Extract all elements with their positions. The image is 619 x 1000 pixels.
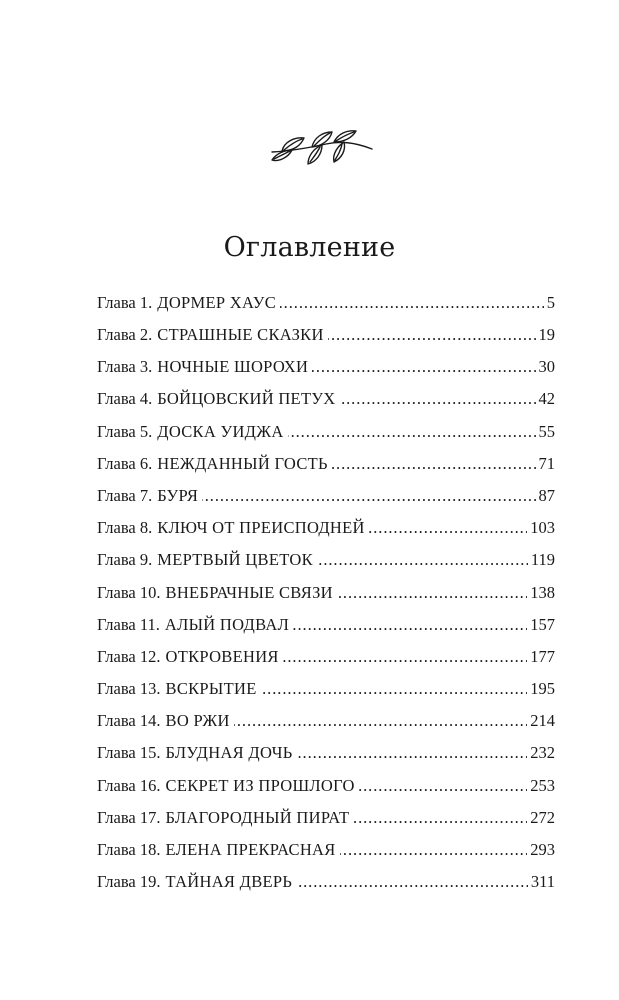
- page-number: 71: [538, 453, 555, 473]
- toc-entry[interactable]: [97, 287, 555, 319]
- toc-entry[interactable]: [97, 319, 555, 351]
- chapter-number: Глава 6.: [97, 453, 153, 473]
- chapter-title: СТРАШНЫЕ СКАЗКИ: [157, 325, 324, 345]
- page-number: 19: [538, 325, 555, 345]
- toc-entry[interactable]: [97, 770, 555, 802]
- chapter-title: БЛАГОРОДНЫЙ ПИРАТ: [165, 807, 350, 827]
- toc-entry[interactable]: [97, 673, 555, 705]
- dot-leader: [340, 391, 536, 408]
- page-number: 138: [530, 582, 555, 602]
- chapter-number: Глава 3.: [97, 357, 153, 377]
- chapter-title: НЕЖДАННЫЙ ГОСТЬ: [157, 453, 328, 473]
- chapter-title: ДОСКА УИДЖА: [157, 421, 284, 441]
- chapter-title: ОТКРОВЕНИЯ: [165, 646, 279, 666]
- toc-entry[interactable]: [97, 351, 555, 383]
- chapter-number: Глава 10.: [97, 582, 161, 602]
- dot-leader: [317, 552, 528, 569]
- toc-entry[interactable]: [97, 834, 555, 866]
- chapter-number: Глава 19.: [97, 872, 161, 892]
- dot-leader: [332, 456, 536, 473]
- page-number: 232: [530, 743, 555, 763]
- dot-leader: [312, 359, 535, 376]
- toc-entry[interactable]: [97, 577, 555, 609]
- toc-entry[interactable]: [97, 512, 555, 544]
- chapter-number: Глава 14.: [97, 711, 161, 731]
- dot-leader: [340, 842, 528, 859]
- chapter-title: БОЙЦОВСКИЙ ПЕТУХ: [157, 389, 336, 409]
- chapter-title: БЛУДНАЯ ДОЧЬ: [165, 743, 293, 763]
- page-number: 103: [530, 518, 555, 538]
- table-of-contents: [97, 287, 555, 899]
- page-number: 177: [530, 646, 555, 666]
- leaf-branch-icon: [268, 126, 376, 174]
- toc-entry[interactable]: [97, 416, 555, 448]
- dot-leader: [359, 778, 527, 795]
- toc-entry[interactable]: [97, 480, 555, 512]
- chapter-title: АЛЫЙ ПОДВАЛ: [164, 614, 290, 634]
- page-number: 272: [530, 807, 555, 827]
- dot-leader: [202, 488, 535, 505]
- chapter-number: Глава 15.: [97, 743, 161, 763]
- dot-leader: [288, 424, 536, 441]
- chapter-number: Глава 7.: [97, 485, 153, 505]
- toc-entry[interactable]: [97, 738, 555, 770]
- dot-leader: [297, 745, 528, 762]
- toc-entry[interactable]: [97, 641, 555, 673]
- dot-leader: [261, 681, 528, 698]
- page-number: 42: [538, 389, 555, 409]
- chapter-title: ВСКРЫТИЕ: [165, 679, 257, 699]
- chapter-number: Глава 4.: [97, 389, 153, 409]
- chapter-title: КЛЮЧ ОТ ПРЕИСПОДНЕЙ: [157, 518, 365, 538]
- chapter-number: Глава 13.: [97, 679, 161, 699]
- page-number: 293: [530, 840, 555, 860]
- chapter-title: ЕЛЕНА ПРЕКРАСНАЯ: [165, 840, 336, 860]
- toc-entry[interactable]: [97, 866, 555, 898]
- dot-leader: [293, 617, 527, 634]
- page-number: 30: [538, 357, 555, 377]
- page-number: 5: [546, 292, 555, 312]
- page-number: 195: [530, 679, 555, 699]
- chapter-number: Глава 5.: [97, 421, 153, 441]
- chapter-title: БУРЯ: [157, 485, 199, 505]
- page-number: 311: [530, 872, 555, 892]
- page-number: 157: [530, 614, 555, 634]
- chapter-number: Глава 18.: [97, 840, 161, 860]
- toc-entry[interactable]: [97, 448, 555, 480]
- dot-leader: [353, 810, 527, 827]
- chapter-number: Глава 8.: [97, 518, 153, 538]
- toc-entry[interactable]: [97, 802, 555, 834]
- page-number: 119: [530, 550, 555, 570]
- chapter-number: Глава 1.: [97, 292, 153, 312]
- dot-leader: [280, 295, 544, 312]
- chapter-number: Глава 12.: [97, 646, 161, 666]
- page-number: 214: [530, 711, 555, 731]
- chapter-title: ВНЕБРАЧНЫЕ СВЯЗИ: [165, 582, 333, 602]
- toc-entry[interactable]: [97, 545, 555, 577]
- chapter-title: НОЧНЫЕ ШОРОХИ: [157, 357, 309, 377]
- chapter-number: Глава 17.: [97, 807, 161, 827]
- dot-leader: [328, 327, 536, 344]
- chapter-title: ДОРМЕР ХАУС: [157, 292, 277, 312]
- chapter-title: ВО РЖИ: [165, 711, 230, 731]
- chapter-title: МЕРТВЫЙ ЦВЕТОК: [157, 550, 313, 570]
- chapter-number: Глава 16.: [97, 775, 161, 795]
- dot-leader: [283, 649, 528, 666]
- dot-leader: [337, 585, 527, 602]
- toc-entry[interactable]: [97, 384, 555, 416]
- page-number: 87: [538, 485, 555, 505]
- chapter-number: Глава 11.: [97, 614, 160, 634]
- chapter-number: Глава 9.: [97, 550, 153, 570]
- chapter-title: ТАЙНАЯ ДВЕРЬ: [165, 872, 293, 892]
- page-number: 253: [530, 775, 555, 795]
- page-number: 55: [538, 421, 555, 441]
- dot-leader: [296, 874, 528, 891]
- dot-leader: [234, 713, 528, 730]
- toc-entry[interactable]: [97, 609, 555, 641]
- chapter-title: СЕКРЕТ ИЗ ПРОШЛОГО: [165, 775, 355, 795]
- chapter-number: Глава 2.: [97, 325, 153, 345]
- page-title: Оглавление: [223, 232, 396, 263]
- dot-leader: [369, 520, 528, 537]
- toc-entry[interactable]: [97, 705, 555, 737]
